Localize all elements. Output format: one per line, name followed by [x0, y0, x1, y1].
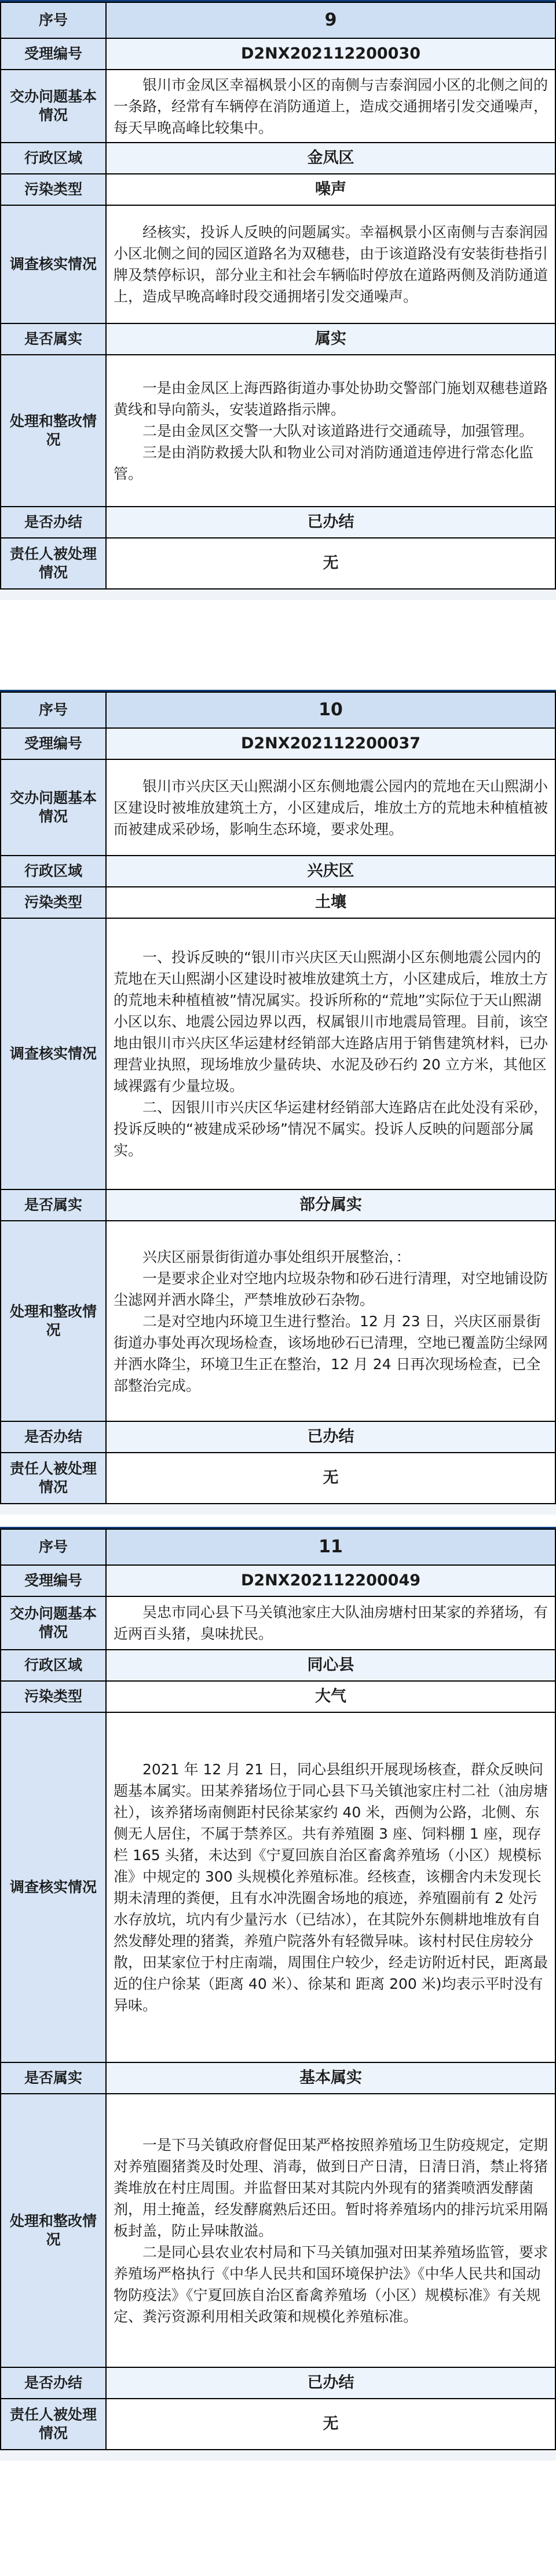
row-closed	[1, 507, 555, 538]
handling-paragraph: 二是同心县农业农村局和下马关镇加强对田某养殖场监管，要求养殖场严格执行《中华人民共和国环境保护法》《中华人民共和国动物防疫法》《宁夏回族自治区畜禽养殖场（小区）规模标准》有关规定、粪污资源利用相关政策和规模化养殖标准。	[114, 2243, 548, 2325]
label-pollution-type: 污染类型	[1, 1681, 106, 1712]
value-pollution-type: 噪声	[106, 174, 555, 205]
value-pollution-type: 土壤	[106, 887, 555, 918]
record-card	[0, 690, 556, 1504]
row-acceptance-no	[1, 1565, 555, 1596]
value-complaint: 银川市兴庆区天山熙湖小区东侧地震公园内的荒地在天山熙湖小区建设时被堆放建筑土方，小区建成后，堆放土方的荒地未种植植被而被建成采砂场，影响生态环境，要求处理。	[114, 777, 548, 838]
handling-paragraph: 一是要求企业对空地内垃圾杂物和砂石进行清理，对空地铺设防尘滤网并洒水降尘，严禁堆放砂石杂物。	[114, 1269, 548, 1308]
record-table	[0, 692, 556, 1504]
label-acceptance-no: 受理编号	[1, 728, 106, 759]
value-complaint: 吴忠市同心县下马关镇池家庄大队油房塘村田某家的养猪场，有近两百头猪，臭味扰民。	[114, 1604, 548, 1642]
record-table	[0, 2, 556, 590]
row-investigation	[1, 205, 555, 323]
label-verified: 是否属实	[1, 2062, 106, 2094]
handling-paragraph: 二是对空地内环境卫生进行整治。12 月 23 日，兴庆区丽景街街道办事处再次现场检查，该场地砂石已清理，空地已覆盖防尘绿网并洒水降尘，环境卫生正在整治，12 月 24 日再次现场检查，已全部整治完成。	[114, 1312, 548, 1394]
row-accountability	[1, 538, 555, 589]
row-complaint	[1, 759, 555, 856]
value-closed: 已办结	[106, 2367, 555, 2399]
label-verified: 是否属实	[1, 1189, 106, 1221]
label-complaint: 交办问题基本情况	[1, 70, 106, 143]
label-district: 行政区域	[1, 1650, 106, 1681]
record-card	[0, 1527, 556, 2450]
label-acceptance-no: 受理编号	[1, 38, 106, 70]
row-complaint	[1, 1596, 555, 1650]
value-district: 金凤区	[106, 143, 555, 174]
label-pollution-type: 污染类型	[1, 174, 106, 205]
row-handling	[1, 1221, 555, 1421]
row-closed	[1, 2367, 555, 2399]
row-district	[1, 856, 555, 887]
label-closed: 是否办结	[1, 2367, 106, 2399]
row-verified	[1, 1189, 555, 1221]
value-accountability: 无	[106, 2399, 555, 2450]
row-district	[1, 1650, 555, 1681]
value-district: 兴庆区	[106, 856, 555, 887]
value-seq: 11	[106, 1529, 555, 1565]
label-verified: 是否属实	[1, 323, 106, 355]
handling-paragraph: 一是下马关镇政府督促田某严格按照养殖场卫生防疫规定，定期对养殖圈猪粪及时处理、消毒，做到日产日清，日清日消，禁止将猪粪堆放在村庄周围。并监督田某对其院内外现有的猪粪喷洒发酵菌剂，用土掩盖，经发酵腐熟后还田。暂时将养殖场内的排污坑采用隔板封盖，防止异味散溢。	[114, 2136, 548, 2239]
record-card	[0, 0, 556, 590]
row-acceptance-no	[1, 38, 555, 70]
row-verified	[1, 2062, 555, 2094]
value-seq: 10	[106, 692, 555, 728]
row-accountability	[1, 1453, 555, 1504]
row-handling	[1, 355, 555, 507]
label-accountability: 责任人被处理情况	[1, 1453, 106, 1504]
label-accountability: 责任人被处理情况	[1, 2399, 106, 2450]
row-handling	[1, 2094, 555, 2367]
value-district: 同心县	[106, 1650, 555, 1681]
row-pollution-type	[1, 887, 555, 918]
label-accountability: 责任人被处理情况	[1, 538, 106, 589]
value-verified: 基本属实	[106, 2062, 555, 2094]
value-accountability: 无	[106, 538, 555, 589]
row-seq	[1, 1529, 555, 1565]
row-investigation	[1, 1712, 555, 2062]
label-district: 行政区域	[1, 143, 106, 174]
label-district: 行政区域	[1, 856, 106, 887]
value-pollution-type: 大气	[106, 1681, 555, 1712]
handling-paragraph: 一是由金凤区上海西路街道办事处协助交警部门施划双穗巷道路黄线和导向箭头，安装道路指示牌。	[114, 379, 548, 418]
investigation-paragraph: 二、因银川市兴庆区华运建材经销部大连路店在此处没有采砂，投诉反映的“被建成采砂场”情况不属实。投诉人反映的问题部分属实。	[114, 1099, 548, 1159]
value-verified: 部分属实	[106, 1189, 555, 1221]
value-acceptance-no: D2NX202112200037	[106, 728, 555, 759]
handling-paragraph: 兴庆区丽景街街道办事处组织开展整治，：	[142, 1248, 411, 1265]
label-complaint: 交办问题基本情况	[1, 759, 106, 856]
investigation-paragraph: 2021 年 12 月 21 日，同心县组织开展现场核查，群众反映问题基本属实。田某养猪场位于同心县下马关镇池家庄村二社（油房塘社），该养猪场南侧距村民徐某家约 40 米，西侧为公路，北侧、东侧无人居住，不属于禁养区。共有养殖圈 3 座、饲料棚 1 座，现存栏 165 头猪，未达到《宁夏回族自治区畜禽养殖场（小区）规模标准》中规定的 300 头规模化养殖标准。经核查，该棚舍内未发现长期未清理的粪便，且有水冲洗圈舍场地的痕迹，养殖圈前有 2 处污水存放坑，坑内有少量污水（已结冰），在其院外东侧耕地堆放有自然发酵处理的猪粪，养殖户院落外有轻微异味。该村村民住房较分散，田某家位于村庄南端，周围住户较少，经走访附近村民，距离最近的住户徐某（距离 40 米）、徐某和 距离 200 米)均表示平时没有异味。	[114, 1761, 548, 2014]
label-complaint: 交办问题基本情况	[1, 1596, 106, 1650]
label-acceptance-no: 受理编号	[1, 1565, 106, 1596]
row-acceptance-no	[1, 728, 555, 759]
label-seq: 序号	[1, 1529, 106, 1565]
label-investigation: 调查核实情况	[1, 1712, 106, 2062]
row-district	[1, 143, 555, 174]
label-seq: 序号	[1, 2, 106, 38]
row-verified	[1, 323, 555, 355]
row-seq	[1, 692, 555, 728]
value-accountability: 无	[106, 1453, 555, 1504]
handling-paragraph: 三是由消防救援大队和物业公司对消防通道违停进行常态化监管。	[114, 443, 534, 482]
label-closed: 是否办结	[1, 507, 106, 538]
row-pollution-type	[1, 174, 555, 205]
value-seq: 9	[106, 2, 555, 38]
label-seq: 序号	[1, 692, 106, 728]
row-seq	[1, 2, 555, 38]
label-closed: 是否办结	[1, 1421, 106, 1453]
row-complaint	[1, 70, 555, 143]
value-verified: 属实	[106, 323, 555, 355]
value-complaint: 银川市金凤区幸福枫景小区的南侧与吉泰润园小区的北侧之间的一条路，经常有车辆停在消防通道上，造成交通拥堵引发交通噪声，每天早晚高峰比较集中。	[114, 76, 548, 136]
value-closed: 已办结	[106, 1421, 555, 1453]
handling-paragraph: 二是由金凤区交警一大队对该道路进行交通疏导，加强管理。	[142, 422, 534, 439]
value-acceptance-no: D2NX202112200030	[106, 38, 555, 70]
value-acceptance-no: D2NX202112200049	[106, 1565, 555, 1596]
row-investigation	[1, 918, 555, 1189]
label-handling: 处理和整改情况	[1, 2094, 106, 2367]
row-pollution-type	[1, 1681, 555, 1712]
label-handling: 处理和整改情况	[1, 1221, 106, 1421]
row-closed	[1, 1421, 555, 1453]
row-accountability	[1, 2399, 555, 2450]
investigation-paragraph: 经核实，投诉人反映的问题属实。幸福枫景小区南侧与吉泰润园小区北侧之间的园区道路名为双穗巷，由于该道路没有安装街巷指引牌及禁停标识，部分业主和社会车辆临时停放在道路两侧及消防通道上，造成早晚高峰时段交通拥堵引发交通噪声。	[114, 224, 548, 305]
label-investigation: 调查核实情况	[1, 205, 106, 323]
record-table	[0, 1529, 556, 2450]
label-handling: 处理和整改情况	[1, 355, 106, 507]
investigation-paragraph: 一、投诉反映的“银川市兴庆区天山熙湖小区东侧地震公园内的荒地在天山熙湖小区建设时被堆放建筑土方，小区建成后，堆放土方的荒地未种植植被”情况属实。投诉所称的“荒地”实际位于天山熙湖小区以东、地震公园边界以西，权属银川市地震局管理。目前，该空地由银川市兴庆区华运建材经销部大连路店用于销售建筑材料，已办理营业执照，现场堆放少量砖块、水泥及砂石约 20 立方米，其他区域裸露有少量垃圾。	[114, 949, 548, 1094]
label-pollution-type: 污染类型	[1, 887, 106, 918]
label-investigation: 调查核实情况	[1, 918, 106, 1189]
value-closed: 已办结	[106, 507, 555, 538]
